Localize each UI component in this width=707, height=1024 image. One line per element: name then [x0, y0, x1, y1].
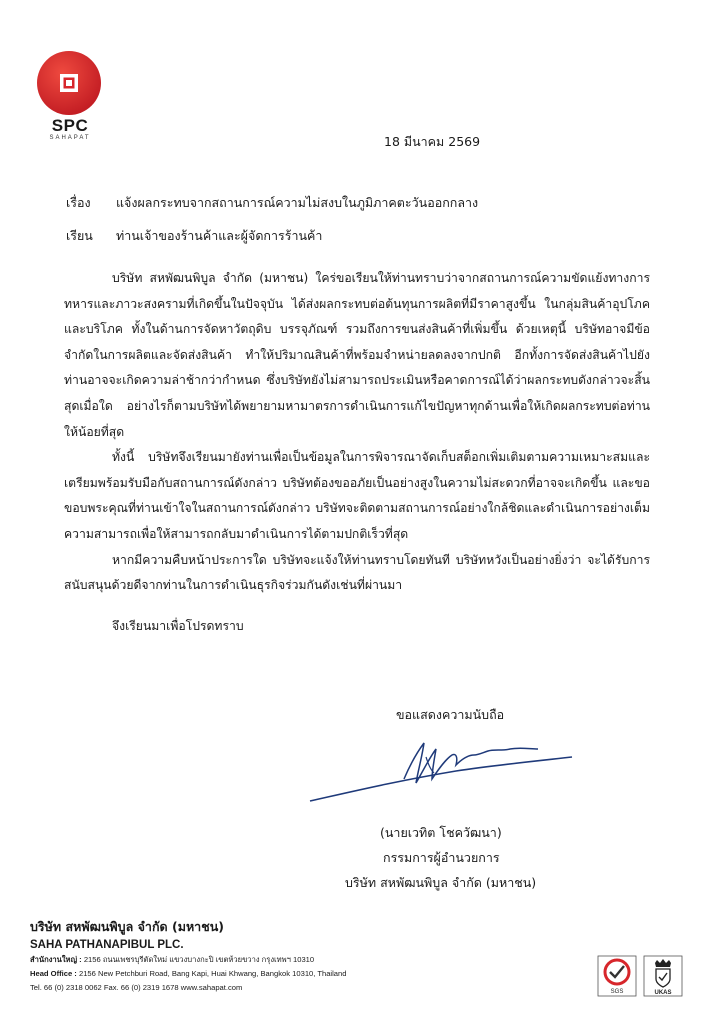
closing-line: จึงเรียนมาเพื่อโปรดทราบ: [112, 618, 244, 633]
footer-address-en-label: Head Office :: [30, 969, 77, 978]
footer-address-th-text: 2156 ถนนเพชรบุรีตัดใหม่ แขวงบางกะปิ เขตห้วยขวาง กรุงเทพฯ 10310: [83, 955, 315, 964]
footer-address-th-label: สำนักงานใหญ่ :: [30, 955, 82, 964]
footer-address-th: [30, 953, 550, 966]
footer-address-en-text: 2156 New Petchburi Road, Bang Kapi, Huai Khwang, Bangkok 10310, Thailand: [78, 969, 347, 978]
body-paragraph-2: ทั้งนี้ บริษัทจึงเรียนมายังท่านเพื่อเป็นข้อมูลในการพิจารณาจัดเก็บสต็อกเพิ่มเติมตามความเหมาะสมและเตรียมพร้อมรับมือกับสถานการณ์ดังกล่าว บริษัทต้องขออภัยเป็นอย่างสูงในความไม่สะดวกที่อาจจะเกิดขึ้น และขอขอบพระคุณที่ท่านเข้าใจในสถานการณ์ดังกล่าว บริษัทจะติดตามสถานการณ์อย่างใกล้ชิดและดำเนินการอย่างเต็มความสามารถเพื่อให้สามารถกลับมาดำเนินการได้ตามปกติเร็วที่สุด: [64, 450, 650, 541]
subject-label: เรื่อง: [66, 195, 91, 210]
footer-address-en: [30, 967, 550, 980]
ukas-label: UKAS: [654, 990, 672, 996]
body-paragraph-1: บริษัท สหพัฒนพิบูล จำกัด (มหาชน) ใคร่ขอเรียนให้ท่านทราบว่าจากสถานการณ์ความขัดแย้งทางการทหารและภาวะสงครามที่เกิดขึ้นในปัจจุบัน ได้ส่งผลกระทบต่อต้นทุนการผลิตที่มีราคาสูงขึ้น ในกลุ่มสินค้าอุปโภคและบริโภค ทั้งในด้านการจัดหาวัตถุดิบ บรรจุภัณฑ์ รวมถึงการขนส่งสินค้าที่เพิ่มขึ้น ด้วยเหตุนี้ บริษัทอาจมีข้อจำกัดในการผลิตและจัดส่งสินค้า ทำให้ปริมาณสินค้าที่พร้อมจำหน่ายลดลงจากปกติ อีกทั้งการจัดส่งสินค้าไปยังท่านอาจจะเกิดความล่าช้ากว่ากำหนด ซึ่งบริษัทยังไม่สามารถประเมินหรือคาดการณ์ได้ว่าผลกระทบดังกล่าวจะสิ้นสุดเมื่อใด อย่างไรก็ตามบริษัทได้พยายามหามาตรการดำเนินการแก้ไขปัญหาทุกด้านเพื่อให้เกิดผลกระทบต่อท่านให้น้อยที่สุด: [64, 271, 650, 439]
spc-logo-icon: [36, 50, 102, 116]
logo-text: SPC: [51, 116, 89, 135]
signer-title: กรรมการผู้อำนวยการ: [383, 850, 500, 865]
ukas-certification-icon: [643, 955, 683, 997]
recipient-text: ท่านเจ้าของร้านค้าและผู้จัดการร้านค้า: [116, 228, 323, 243]
body-paragraph-3: หากมีความคืบหน้าประการใด บริษัทจะแจ้งให้ท่านทราบโดยทันที บริษัทหวังเป็นอย่างยิ่งว่า จะได้รับการสนับสนุนด้วยดีจากท่านในการดำเนินธุรกิจร่วมกันดังเช่นที่ผ่านมา: [64, 552, 650, 593]
recipient-label: เรียน: [66, 228, 93, 243]
signer-company: บริษัท สหพัฒนพิบูล จำกัด (มหาชน): [345, 875, 537, 890]
subject-line: [66, 193, 478, 213]
spc-logo: [36, 50, 104, 142]
sgs-certification-icon: [597, 955, 637, 997]
subject-text: แจ้งผลกระทบจากสถานการณ์ความไม่สงบในภูมิภาคตะวันออกกลาง: [116, 195, 479, 210]
recipient-line: [66, 226, 322, 246]
letter-date: 18 มีนาคม 2569: [384, 134, 481, 149]
logo-subtext: SAHAPAT: [49, 135, 91, 141]
footer-company-th: บริษัท สหพัฒนพิบูล จำกัด (มหาชน): [30, 919, 224, 934]
letterhead-footer: [30, 918, 550, 994]
letter-body: [64, 266, 650, 639]
signature-image: [306, 735, 576, 810]
regards-line: ขอแสดงความนับถือ: [396, 707, 505, 722]
footer-contact: Tel. 66 (0) 2318 0062 Fax. 66 (0) 2319 1678 www.sahapat.com: [30, 983, 243, 992]
signer-name: (นายเวทิต โชควัฒนา): [380, 825, 502, 840]
sgs-label: SGS: [610, 989, 624, 995]
footer-company-en: SAHA PATHANAPIBUL PLC.: [30, 939, 184, 951]
